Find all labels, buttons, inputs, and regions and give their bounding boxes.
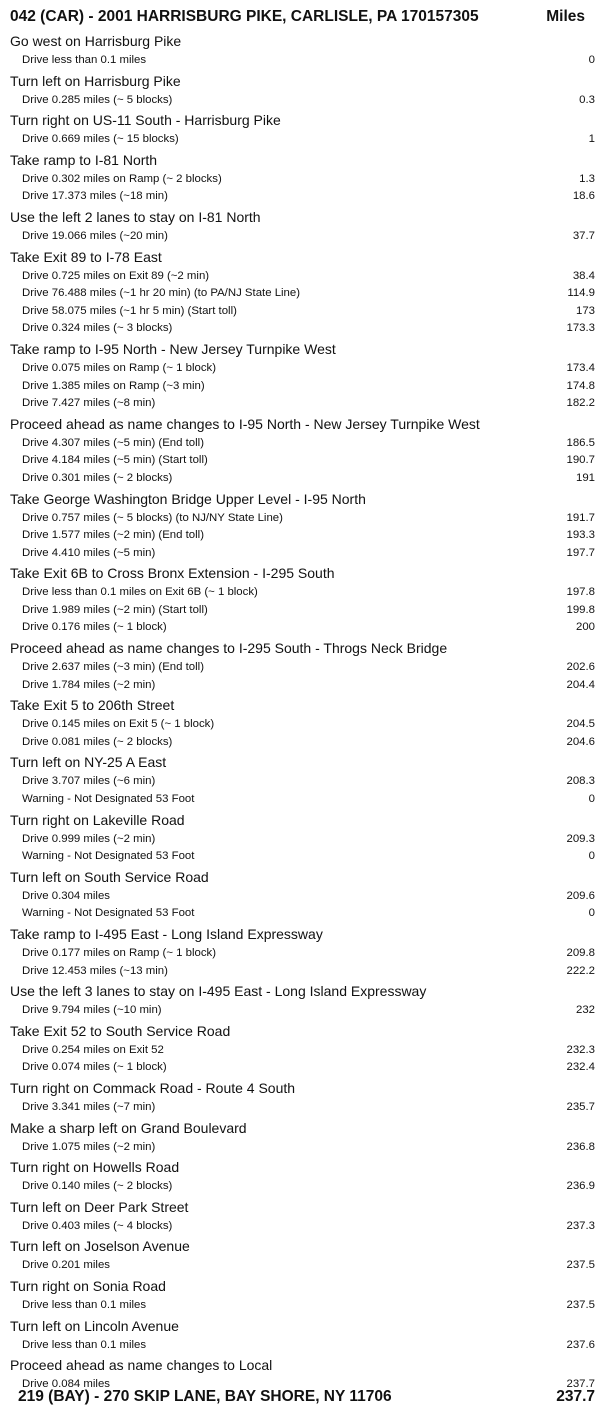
drive-miles: 237.5 <box>566 1259 595 1272</box>
direction-instruction: Take ramp to I-95 North - New Jersey Turnpike West <box>10 340 336 357</box>
drive-text: Drive 3.341 miles (~7 min) <box>22 1100 156 1113</box>
drive-row <box>0 831 611 849</box>
direction-instruction: Turn right on Sonia Road <box>10 1277 166 1294</box>
drive-miles: 37.7 <box>572 229 595 242</box>
drive-text: Drive 0.302 miles on Ramp (~ 2 blocks) <box>22 172 222 185</box>
drive-row <box>0 677 611 695</box>
drive-row <box>0 584 611 602</box>
direction-instruction: Take ramp to I-81 North <box>10 151 158 168</box>
direction-instruction: Take ramp to I-495 East - Long Island Expressway <box>10 926 323 942</box>
origin-title: 042 (CAR) - 2001 HARRISBURG PIKE, CARLISLE, PA 170157305 <box>10 8 479 25</box>
direction-instruction: Turn left on Deer Park Street <box>10 1198 189 1215</box>
drive-row <box>0 435 611 453</box>
miles-column-label: Miles <box>546 8 585 25</box>
direction-instruction: Turn left on Lincoln Avenue <box>10 1317 179 1334</box>
drive-row <box>0 378 611 396</box>
drive-miles: 18.6 <box>572 190 595 203</box>
drive-row <box>0 773 611 791</box>
drive-miles: 173.3 <box>566 322 595 335</box>
drive-text: Drive 9.794 miles (~10 min) <box>22 1004 162 1017</box>
direction-instruction: Proceed ahead as name changes to Local <box>10 1357 273 1374</box>
drive-miles: 199.8 <box>566 603 595 616</box>
drive-row <box>0 92 611 110</box>
direction-instruction: Proceed ahead as name changes to I-95 North - New Jersey Turnpike West <box>10 415 480 432</box>
drive-miles: 232.4 <box>566 1061 595 1074</box>
drive-text: Drive 0.177 miles on Ramp (~ 1 block) <box>22 947 217 959</box>
drive-row <box>0 171 611 189</box>
drive-row <box>0 131 611 149</box>
direction-instruction: Proceed ahead as name changes to I-295 South - Throgs Neck Bridge <box>10 640 448 657</box>
drive-miles: 200 <box>575 621 595 634</box>
drive-text: Drive less than 0.1 miles <box>22 1338 147 1351</box>
drive-text: Drive 7.427 miles (~8 min) <box>22 397 156 410</box>
direction-instruction: Turn left on South Service Road <box>10 868 209 885</box>
drive-text: Drive 0.145 miles on Exit 5 (~ 1 block) <box>22 718 215 731</box>
direction-instruction: Turn left on Joselson Avenue <box>10 1238 190 1255</box>
direction-instruction: Turn right on Commack Road - Route 4 South <box>10 1079 296 1096</box>
drive-row <box>0 1002 611 1020</box>
drive-miles: 204.6 <box>566 735 595 748</box>
drive-miles: 209.8 <box>566 947 595 959</box>
drive-row <box>0 1099 611 1117</box>
drive-miles: 1 <box>588 133 595 146</box>
drive-miles: 237.5 <box>566 1298 595 1311</box>
drive-miles: 204.4 <box>566 678 595 691</box>
drive-text: Drive 0.140 miles (~ 2 blocks) <box>22 1180 173 1193</box>
drive-row <box>0 1337 611 1355</box>
drive-miles: 191 <box>575 471 595 484</box>
drive-miles: 173.4 <box>566 361 595 374</box>
directions-list <box>0 30 611 1394</box>
drive-text: Warning - Not Designated 53 Foot <box>22 850 195 863</box>
drive-text: Drive 1.385 miles on Ramp (~3 min) <box>22 379 205 392</box>
drive-text: Drive 0.304 miles <box>22 889 110 902</box>
direction-instruction: Turn right on Lakeville Road <box>10 811 185 828</box>
drive-text: Drive 0.669 miles (~ 15 blocks) <box>22 133 179 146</box>
drive-miles: 236.9 <box>566 1180 595 1193</box>
drive-row <box>0 285 611 303</box>
drive-text: Drive 0.176 miles (~ 1 block) <box>22 621 167 634</box>
total-miles: 237.7 <box>556 1388 595 1405</box>
drive-text: Drive 17.373 miles (~18 min) <box>22 190 168 203</box>
drive-row <box>0 659 611 677</box>
drive-miles: 174.8 <box>566 379 595 392</box>
drive-row <box>0 1139 611 1157</box>
drive-text: Drive 0.757 miles (~ 5 blocks) (to NJ/NY State Line) <box>22 511 283 524</box>
direction-instruction: Take Exit 6B to Cross Bronx Extension - I-295 South <box>10 565 335 582</box>
drive-row <box>0 545 611 563</box>
direction-instruction: Turn right on Howells Road <box>10 1159 180 1176</box>
drive-miles: 197.7 <box>566 546 595 559</box>
direction-instruction: Turn right on US-11 South - Harrisburg Pike <box>10 112 281 129</box>
direction-instruction: Make a sharp left on Grand Boulevard <box>10 1119 247 1136</box>
direction-instruction: Use the left 3 lanes to stay on I-495 East - Long Island Expressway <box>10 983 427 1000</box>
drive-miles: 222.2 <box>566 964 595 977</box>
direction-instruction: Take Exit 89 to I-78 East <box>10 248 162 265</box>
drive-miles: 237.7 <box>566 1378 595 1391</box>
drive-text: Drive less than 0.1 miles <box>22 1298 147 1311</box>
drive-row <box>0 320 611 338</box>
drive-text: Drive 1.075 miles (~2 min) <box>22 1140 156 1153</box>
drive-row <box>0 52 611 70</box>
drive-text: Drive 19.066 miles (~20 min) <box>22 229 168 242</box>
drive-text: Drive 4.410 miles (~5 min) <box>22 546 156 559</box>
drive-text: Drive 0.285 miles (~ 5 blocks) <box>22 93 173 106</box>
drive-miles: 202.6 <box>566 661 595 674</box>
drive-text: Drive 1.989 miles (~2 min) (Start toll) <box>22 603 208 616</box>
drive-text: Drive less than 0.1 miles <box>22 54 147 66</box>
drive-miles: 237.6 <box>566 1338 595 1351</box>
direction-instruction: Take George Washington Bridge Upper Level - I-95 North <box>10 490 366 507</box>
drive-text: Warning - Not Designated 53 Foot <box>22 907 195 920</box>
drive-text: Drive 0.201 miles <box>22 1259 110 1272</box>
drive-row <box>0 619 611 637</box>
drive-row <box>0 452 611 470</box>
drive-row <box>0 1042 611 1060</box>
drive-row <box>0 734 611 752</box>
drive-miles: 235.7 <box>566 1100 595 1113</box>
drive-miles: 1.3 <box>579 172 595 185</box>
direction-instruction: Turn left on NY-25 A East <box>10 754 167 771</box>
drive-row <box>0 1059 611 1077</box>
direction-instruction: Go west on Harrisburg Pike <box>10 33 182 49</box>
drive-row <box>0 791 611 809</box>
drive-miles: 0 <box>588 54 595 66</box>
drive-miles: 191.7 <box>566 511 595 524</box>
drive-text: Drive 3.707 miles (~6 min) <box>22 775 156 788</box>
drive-miles: 182.2 <box>566 397 595 410</box>
drive-miles: 197.8 <box>566 586 595 599</box>
drive-row <box>0 888 611 906</box>
drive-miles: 193.3 <box>566 529 595 542</box>
drive-row <box>0 848 611 866</box>
drive-text: Drive 0.254 miles on Exit 52 <box>22 1043 164 1056</box>
drive-row <box>0 360 611 378</box>
drive-row <box>0 470 611 488</box>
direction-instruction: Use the left 2 lanes to stay on I-81 North <box>10 208 261 225</box>
drive-miles: 208.3 <box>566 775 595 788</box>
drive-row <box>0 945 611 963</box>
drive-row <box>0 188 611 206</box>
drive-text: Drive 0.074 miles (~ 1 block) <box>22 1061 167 1074</box>
drive-text: Drive 0.075 miles on Ramp (~ 1 block) <box>22 361 217 374</box>
drive-text: Drive 4.184 miles (~5 min) (Start toll) <box>22 454 208 467</box>
direction-instruction: Take Exit 5 to 206th Street <box>10 697 175 714</box>
drive-miles: 0 <box>588 793 595 806</box>
drive-miles: 114.9 <box>567 287 595 300</box>
drive-miles: 186.5 <box>566 436 595 449</box>
drive-text: Drive 58.075 miles (~1 hr 5 min) (Start toll) <box>22 304 237 317</box>
drive-text: Drive less than 0.1 miles on Exit 6B (~ 1 block) <box>22 586 258 599</box>
drive-row <box>0 268 611 286</box>
drive-text: Drive 2.637 miles (~3 min) (End toll) <box>22 661 204 674</box>
drive-row <box>0 1178 611 1196</box>
drive-miles: 204.5 <box>566 718 595 731</box>
drive-text: Drive 0.084 miles <box>22 1378 110 1391</box>
direction-instruction: Take Exit 52 to South Service Road <box>10 1022 231 1039</box>
drive-miles: 0 <box>588 907 595 920</box>
drive-row <box>0 1297 611 1315</box>
drive-text: Drive 0.999 miles (~2 min) <box>22 832 156 845</box>
drive-row <box>0 527 611 545</box>
drive-miles: 173 <box>575 304 595 317</box>
drive-text: Drive 0.403 miles (~ 4 blocks) <box>22 1219 173 1232</box>
drive-row <box>0 510 611 528</box>
drive-row <box>0 303 611 321</box>
drive-miles: 209.3 <box>566 832 595 845</box>
drive-row <box>0 716 611 734</box>
drive-text: Drive 12.453 miles (~13 min) <box>22 964 168 977</box>
drive-miles: 236.8 <box>566 1140 595 1153</box>
drive-miles: 190.7 <box>566 454 595 467</box>
drive-miles: 0 <box>588 850 595 863</box>
drive-miles: 237.3 <box>566 1219 595 1232</box>
drive-row <box>0 963 611 981</box>
route-footer <box>18 1383 595 1411</box>
drive-miles: 209.6 <box>566 889 595 902</box>
drive-text: Drive 1.577 miles (~2 min) (End toll) <box>22 529 204 542</box>
direction-instruction: Turn left on Harrisburg Pike <box>10 72 181 89</box>
drive-text: Drive 0.081 miles (~ 2 blocks) <box>22 735 173 748</box>
destination-title: 219 (BAY) - 270 SKIP LANE, BAY SHORE, NY 11706 <box>18 1388 392 1405</box>
drive-text: Drive 0.725 miles on Exit 89 (~2 min) <box>22 269 210 282</box>
drive-row <box>0 602 611 620</box>
drive-miles: 232.3 <box>566 1043 595 1056</box>
drive-row <box>0 1257 611 1275</box>
drive-text: Drive 0.324 miles (~ 3 blocks) <box>22 322 173 335</box>
drive-row <box>0 905 611 923</box>
drive-text: Drive 0.301 miles (~ 2 blocks) <box>22 471 173 484</box>
drive-text: Drive 1.784 miles (~2 min) <box>22 678 156 691</box>
drive-row <box>0 228 611 246</box>
route-header <box>10 4 587 30</box>
drive-miles: 0.3 <box>579 93 595 106</box>
drive-text: Drive 4.307 miles (~5 min) (End toll) <box>22 436 204 449</box>
drive-text: Drive 76.488 miles (~1 hr 20 min) (to PA/NJ State Line) <box>22 287 301 300</box>
drive-miles: 38.4 <box>572 269 595 282</box>
drive-text: Warning - Not Designated 53 Foot <box>22 793 195 806</box>
drive-miles: 232 <box>575 1004 595 1017</box>
drive-row <box>0 1218 611 1236</box>
drive-row <box>0 395 611 413</box>
